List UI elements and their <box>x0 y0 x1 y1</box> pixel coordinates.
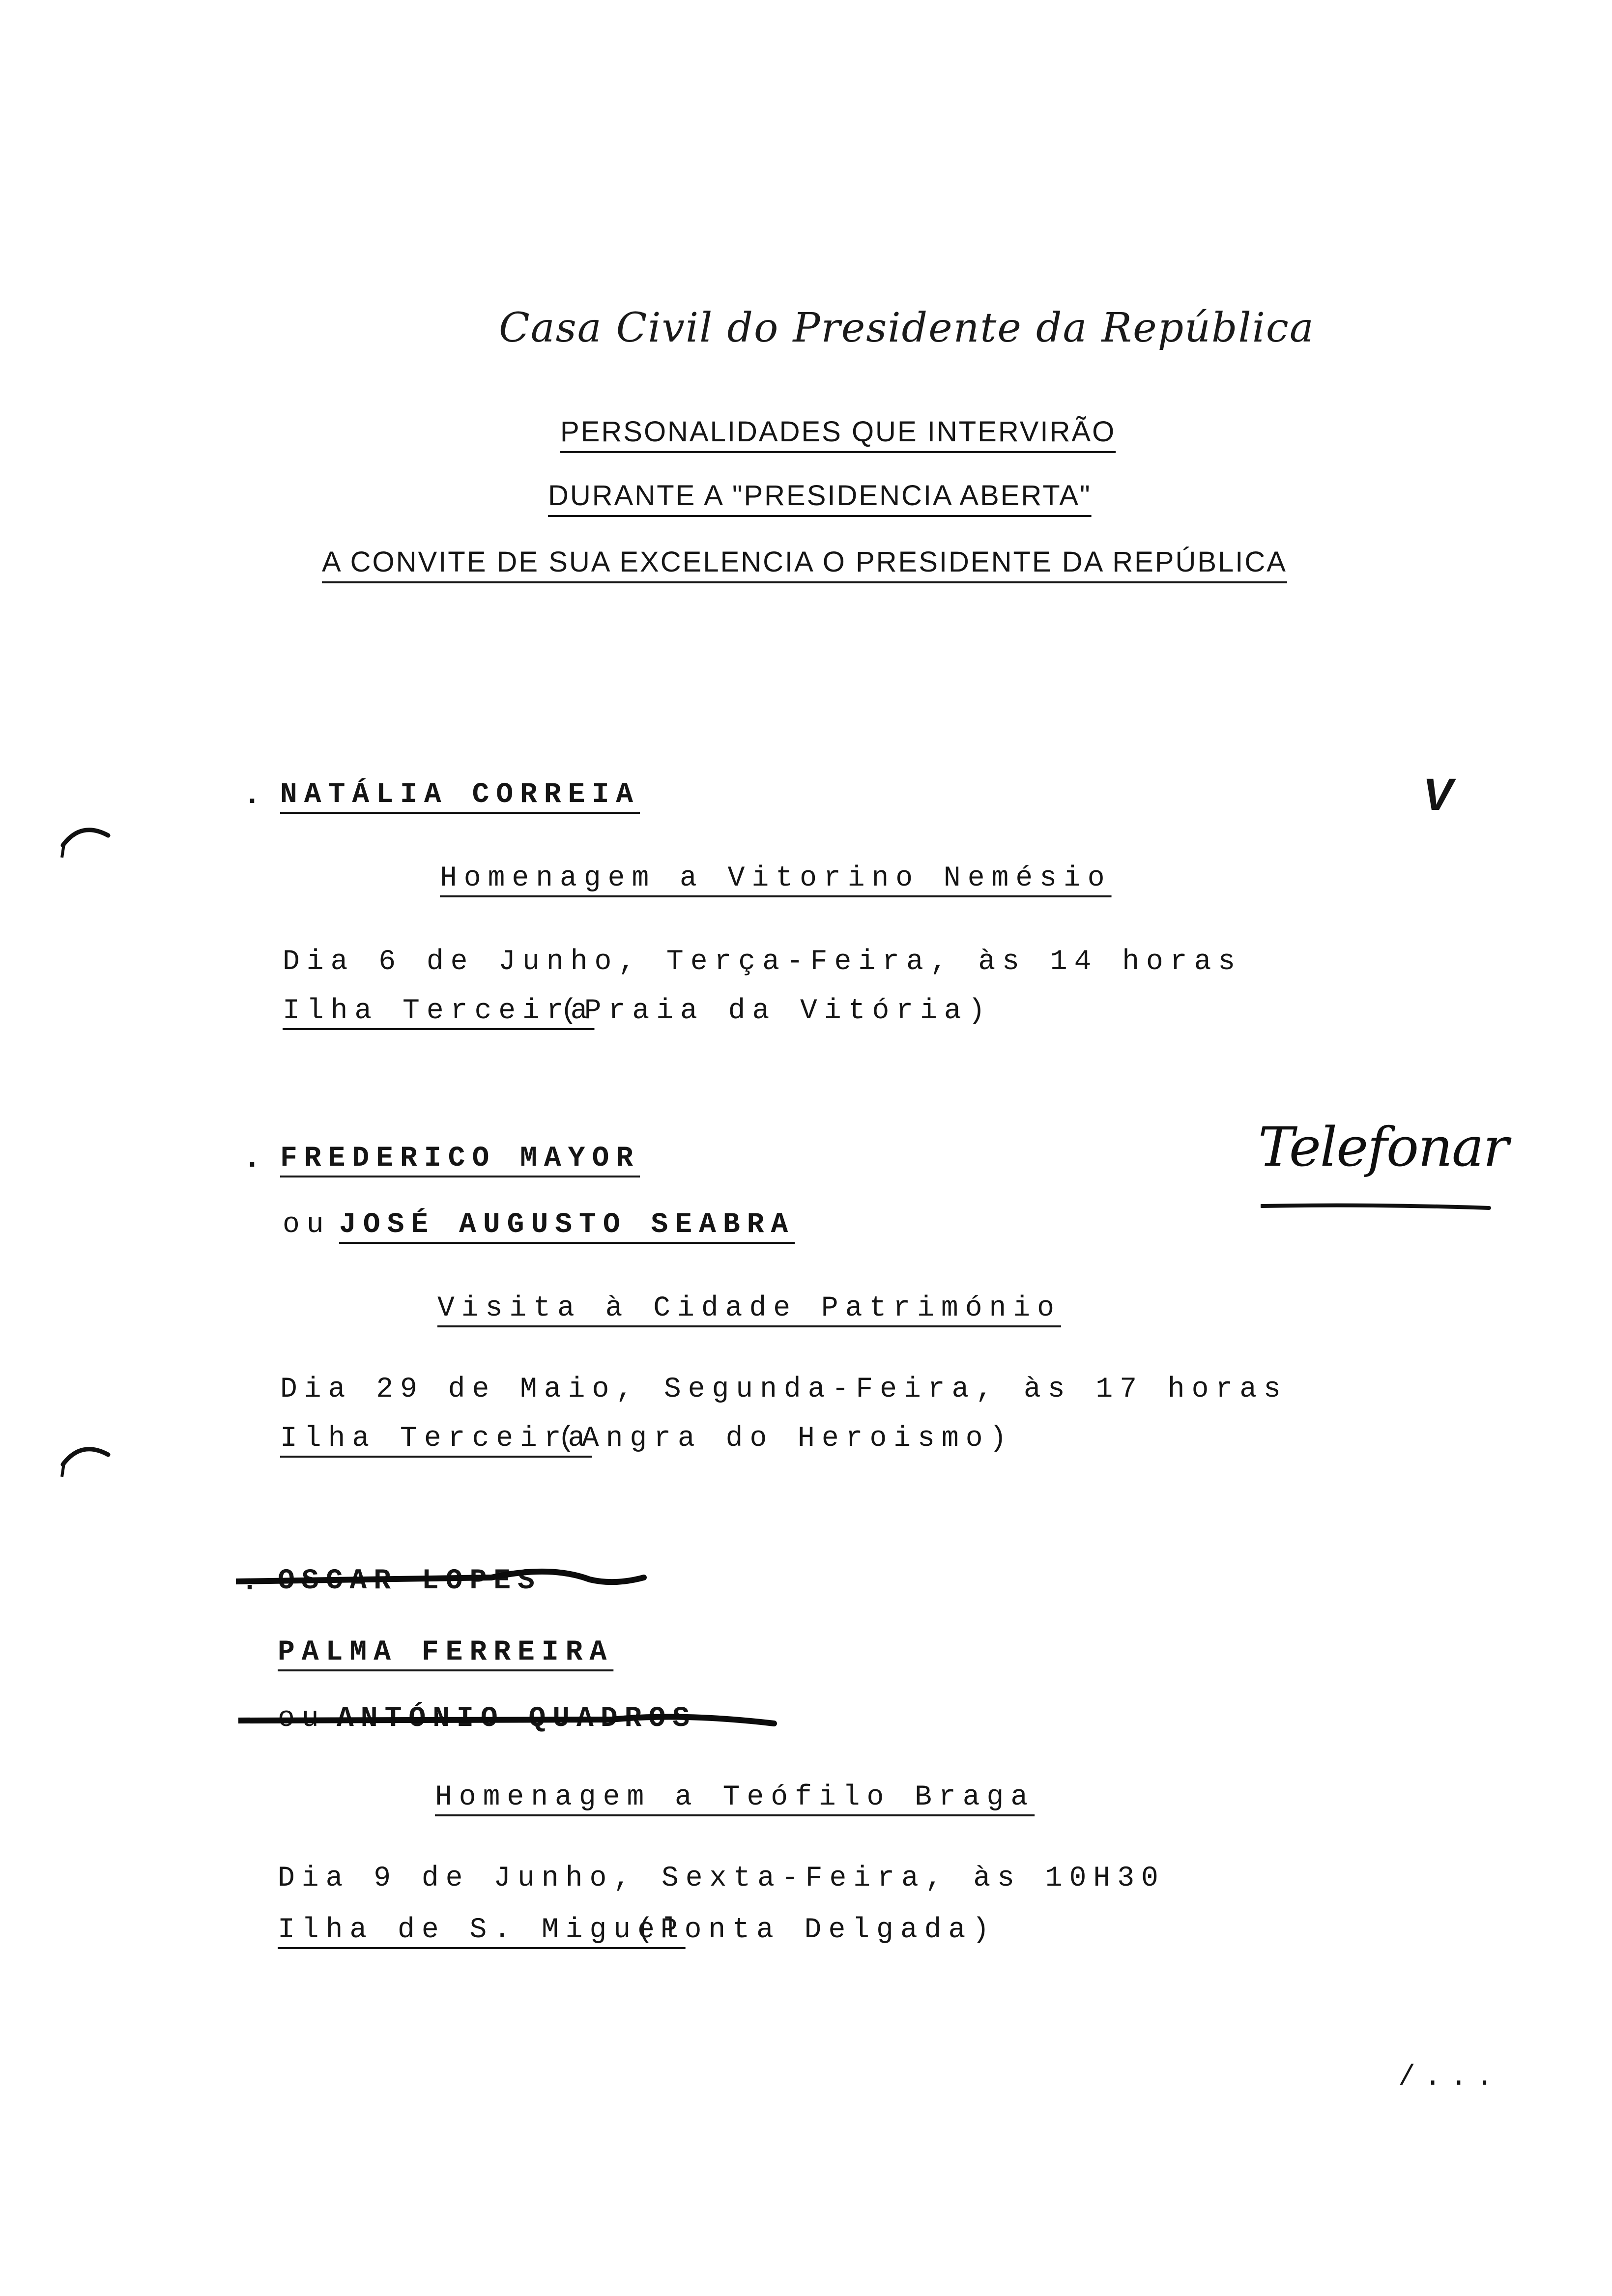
alt-prefix: ou <box>278 1703 326 1735</box>
title-line-3: A CONVITE DE SUA EXCELENCIA O PRESIDENTE DA REPÚBLICA <box>322 546 1287 578</box>
letterhead: Casa Civil do Presidente da República <box>499 305 1315 351</box>
alt-name: JOSÉ AUGUSTO SEABRA <box>339 1209 795 1241</box>
check-mark: V <box>1423 770 1453 820</box>
continuation-mark: /... <box>1398 2062 1502 2094</box>
entry-place: (Ponta Delgada) <box>636 1914 997 1946</box>
entry-island: Ilha de S. Miguel <box>278 1914 686 1946</box>
entry-date: Dia 6 de Junho, Terça-Feira, às 14 horas <box>283 946 1242 978</box>
entry-island: Ilha Terceira <box>280 1423 592 1455</box>
entry-event: Homenagem a Teófilo Braga <box>435 1781 1035 1813</box>
entry-event: Visita à Cidade Património <box>437 1292 1061 1324</box>
entry-island: Ilha Terceira <box>283 995 595 1027</box>
strike-through-line <box>238 1703 779 1742</box>
entry-event: Homenagem a Vitorino Nemésio <box>440 862 1112 894</box>
entry-date: Dia 29 de Maio, Segunda-Feira, às 17 horas <box>280 1374 1288 1406</box>
entry-bullet: . <box>241 1565 259 1599</box>
title-line-2: DURANTE A "PRESIDENCIA ABERTA" <box>548 480 1092 512</box>
margin-arc-mark <box>59 816 113 860</box>
entry-bullet: . <box>243 1143 261 1176</box>
entry-name: PALMA FERREIRA <box>278 1636 614 1668</box>
margin-arc-mark <box>59 1435 113 1479</box>
entry-place: (Angra do Heroismo) <box>558 1423 1014 1455</box>
note-underline <box>1261 1199 1492 1214</box>
entry-bullet: . <box>243 779 261 812</box>
alt-prefix: ou <box>283 1209 331 1241</box>
entry-name: NATÁLIA CORREIA <box>280 779 640 811</box>
strike-through-line <box>236 1558 649 1597</box>
entry-name: FREDERICO MAYOR <box>280 1143 640 1175</box>
entry-date: Dia 9 de Junho, Sexta-Feira, às 10H30 <box>278 1863 1165 1894</box>
struck-alt-name: ANTÓNIO QUADROS <box>337 1703 697 1735</box>
entry-place: (Praia da Vitória) <box>560 995 992 1027</box>
title-line-1: PERSONALIDADES QUE INTERVIRÃO <box>560 416 1116 448</box>
struck-name: OSCAR LOPES <box>278 1565 542 1597</box>
handwritten-note: Telefonar <box>1258 1116 1508 1178</box>
